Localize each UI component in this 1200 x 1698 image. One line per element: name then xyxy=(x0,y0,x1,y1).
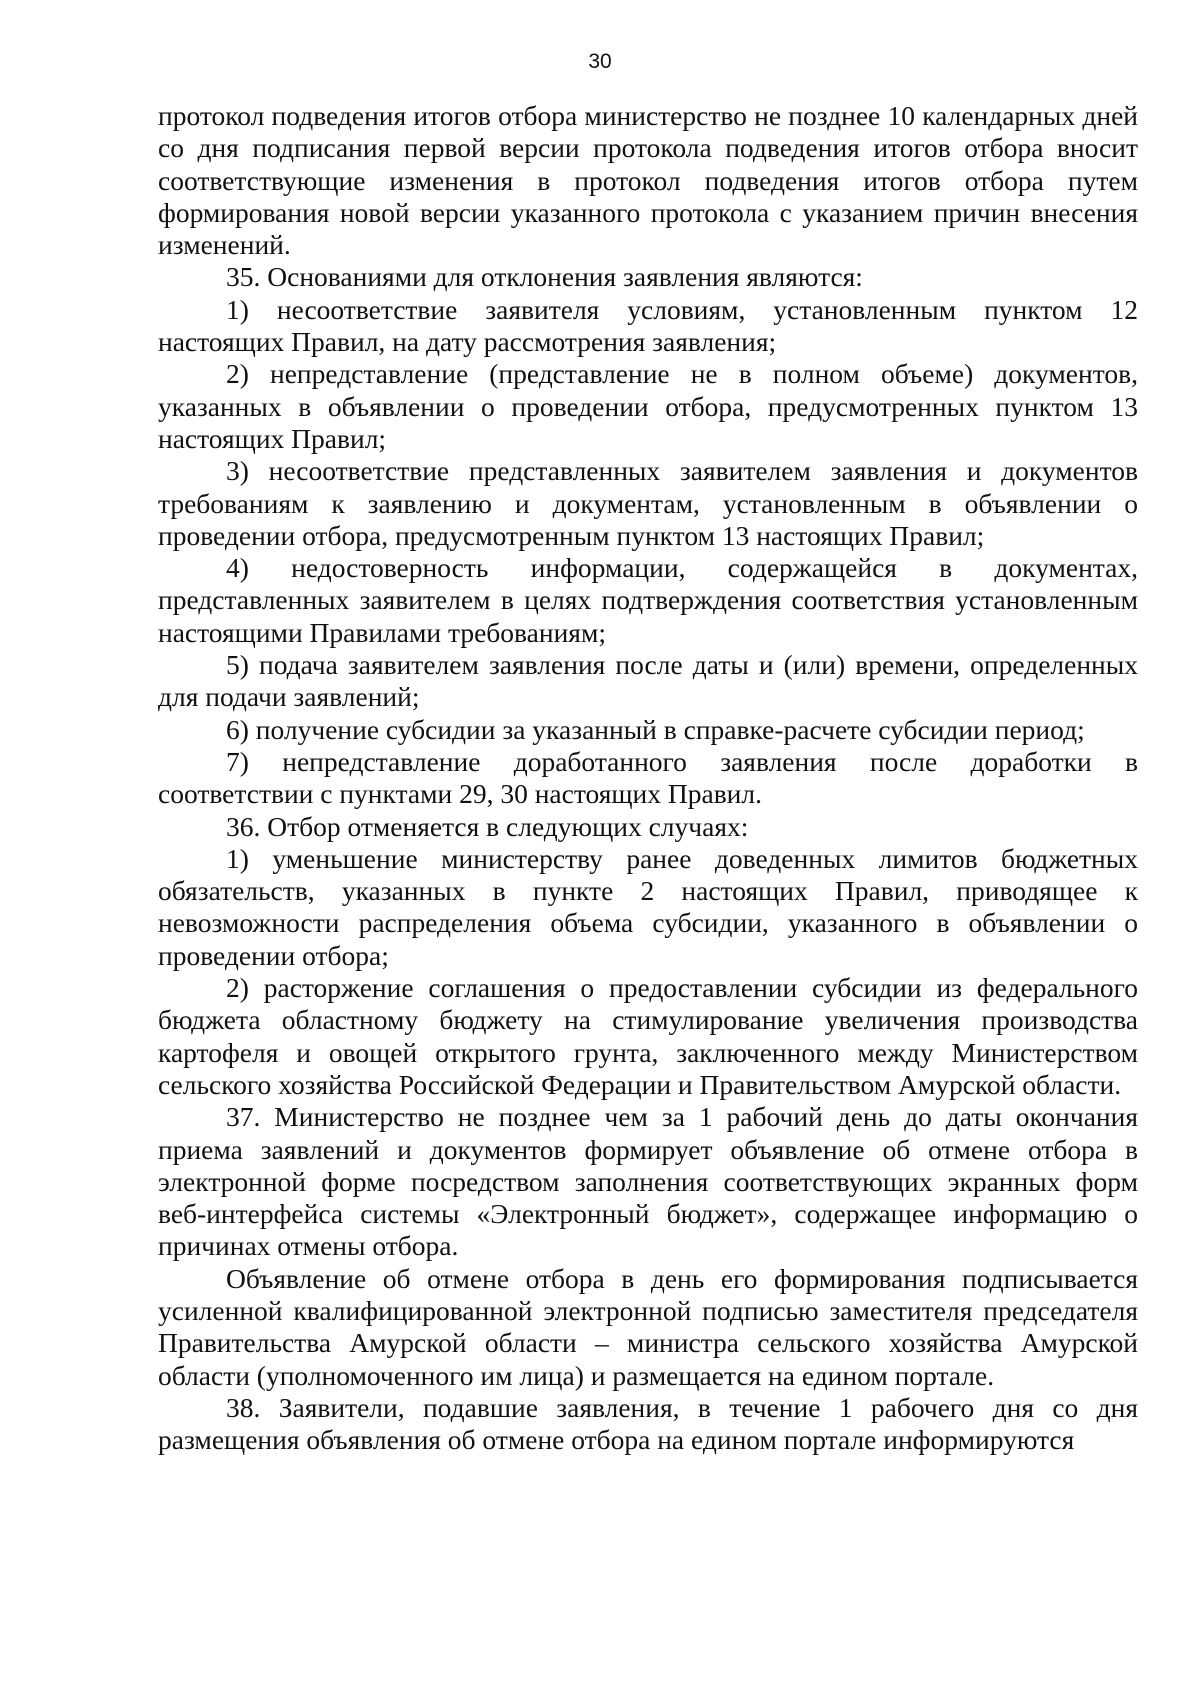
paragraph-14: Объявление об отмене отбора в день его формирования подписывается усиленной квалифицированной электронной подписью заместителя председателя Правительства Амурской области – министра сельского хозяйства Амурской области (уполномоченного им лица) и размещается на едином портале. xyxy=(158,1262,1138,1391)
paragraph-7: 5) подача заявителем заявления после даты и (или) времени, определенных для подачи заявлений; xyxy=(158,649,1138,713)
paragraph-11: 1) уменьшение министерству ранее доведенных лимитов бюджетных обязательств, указанных в пункте 2 настоящих Правил, приводящее к невозможности распределения объема субсидии, указанного в объявлении о проведении отбора; xyxy=(158,842,1138,971)
paragraph-13: 37. Министерство не позднее чем за 1 рабочий день до даты окончания приема заявлений и документов формирует объявление об отмене отбора в электронной форме посредством заполнения соответствующих экранных форм веб-интерфейса системы «Электронный бюджет», содержащее информацию о причинах отмены отбора. xyxy=(158,1101,1138,1262)
paragraph-6: 4) недостоверность информации, содержащейся в документах, представленных заявителем в целях подтверждения соответствия установленным настоящими Правилами требованиям; xyxy=(158,552,1138,648)
paragraph-2: 35. Основаниями для отклонения заявления являются: xyxy=(226,261,863,293)
paragraph-1: протокол подведения итогов отбора министерство не позднее 10 календарных дней со дня подписания первой версии протокола подведения итогов отбора вносит соответствующие изменения в протокол подведения итогов отбора путем формирования новой версии указанного протокола с указанием причин внесения изменений. xyxy=(158,100,1138,261)
paragraph-8: 6) получение субсидии за указанный в справке-расчете субсидии период; xyxy=(226,713,1085,745)
paragraph-12: 2) расторжение соглашения о предоставлении субсидии из федерального бюджета областному бюджету на стимулирование увеличения производства картофеля и овощей открытого грунта, заключенного между Министерством сельского хозяйства Российской Федерации и Правительством Амурской области. xyxy=(158,972,1138,1100)
paragraph-3: 1) несоответствие заявителя условиям, установленным пунктом 12 настоящих Правил, на дату рассмотрения заявления; xyxy=(158,293,1138,358)
paragraph-4: 2) непредставление (представление не в полном объеме) документов, указанных в объявлении о проведении отбора, предусмотренных пунктом 13 настоящих Правил; xyxy=(158,358,1138,454)
page-number: 30 xyxy=(588,50,612,73)
paragraph-5: 3) несоответствие представленных заявителем заявления и документов требованиям к заявлению и документам, установленным в объявлении о проведении отбора, предусмотренным пунктом 13 настоящих Правил; xyxy=(158,455,1138,551)
paragraph-15: 38. Заявители, подавшие заявления, в течение 1 рабочего дня со дня размещения объявления об отмене отбора на едином портале информируются xyxy=(158,1391,1138,1456)
paragraph-9: 7) непредставление доработанного заявления после доработки в соответствии с пунктами 29, 30 настоящих Правил. xyxy=(158,745,1138,810)
paragraph-10: 36. Отбор отменяется в следующих случаях: xyxy=(226,810,749,842)
document-body xyxy=(158,100,1138,1456)
